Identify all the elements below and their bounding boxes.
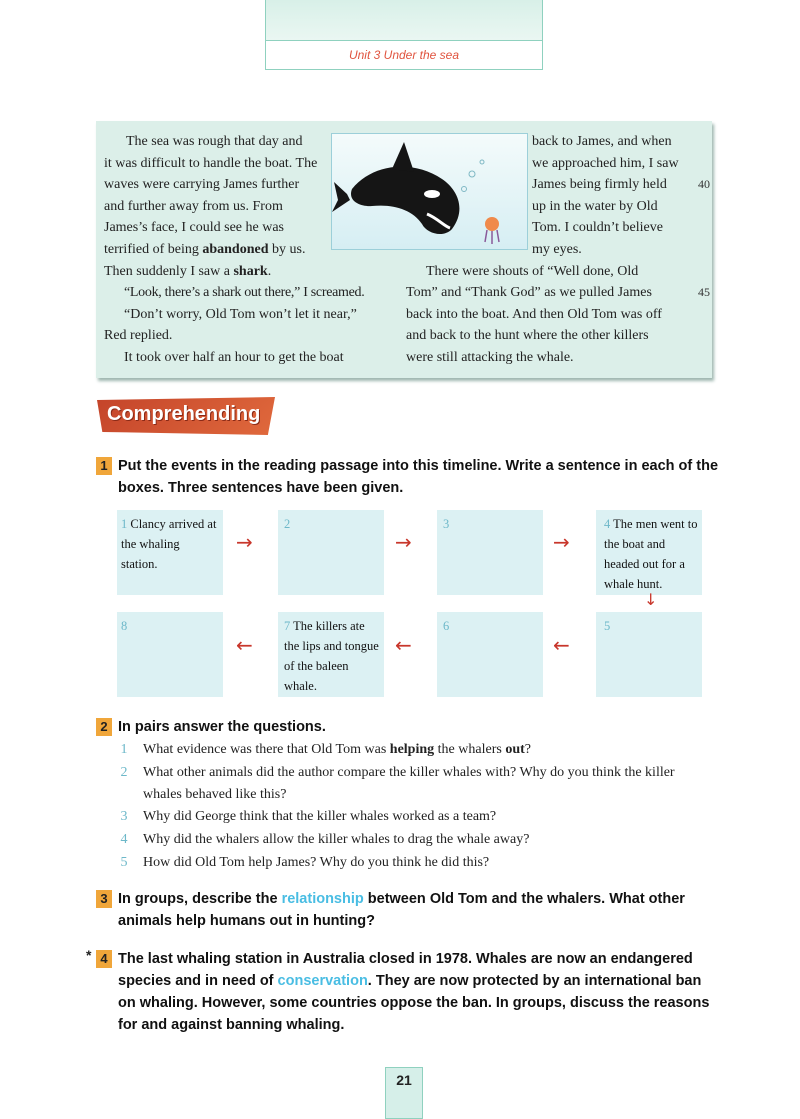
highlight-word-relationship: relationship	[281, 891, 364, 907]
sub-question-4	[120, 829, 713, 851]
reading-line: waves were carrying James further	[104, 177, 300, 193]
vocab-helping: helping	[389, 742, 435, 757]
timeline-box-content	[604, 514, 698, 594]
sub-question-1	[120, 739, 713, 761]
question-text-part: between Old Tom and the whalers. What other animals help humans out in hunting?	[118, 891, 685, 929]
timeline-box-number: 6	[443, 619, 450, 633]
unit-label: Unit 3 Under the sea	[348, 48, 460, 62]
reading-line: “Don’t worry, Old Tom won’t let it near,”	[124, 306, 357, 322]
question-text: Put the events in the reading passage into this timeline. Write a sentence in each of the boxes. Three sentences have been given.	[118, 458, 719, 496]
timeline-box-content	[604, 616, 610, 636]
reading-line: were still attacking the whale.	[406, 349, 574, 365]
line-number: 45	[698, 285, 710, 300]
reading-line: Red replied.	[104, 328, 173, 344]
question-number-badge: 2	[96, 718, 112, 736]
sub-question-text: the whalers	[434, 742, 506, 757]
reading-passage-panel	[96, 121, 712, 378]
reading-line: and further away from us. From	[104, 198, 283, 214]
reading-line	[406, 282, 710, 304]
timeline-box-number: 8	[121, 619, 128, 633]
reading-line	[104, 261, 382, 283]
timeline-box-content	[284, 616, 380, 696]
timeline-box-content	[121, 616, 127, 636]
question-text	[118, 948, 718, 1036]
sub-question-text: What other animals did the author compare the killer whales with? Why do you think the killer whales behaved like this?	[143, 765, 675, 802]
timeline-box-content	[284, 514, 290, 534]
vocab-abandoned: abandoned	[202, 241, 269, 257]
sub-question-2	[120, 762, 715, 806]
reading-text: .	[267, 263, 272, 279]
reading-text: Then suddenly I saw a	[104, 263, 234, 279]
reading-line: my eyes.	[532, 241, 582, 257]
question-4	[96, 948, 716, 1036]
reading-line: James’s face, I could see he was	[104, 220, 284, 236]
line-number: 40	[698, 177, 710, 192]
sub-question-text: What evidence was there that Old Tom was	[143, 742, 390, 757]
sub-question-text: How did Old Tom help James? Why do you think he did this?	[143, 855, 490, 870]
page-number-tab	[385, 1067, 423, 1119]
sub-question-number: 3	[120, 809, 128, 824]
arrow-right-icon: →	[553, 530, 570, 554]
arrow-left-icon: ←	[395, 633, 412, 657]
sub-question-number: 5	[120, 855, 128, 870]
reading-line	[532, 174, 710, 196]
reading-line: It took over half an hour to get the boat	[124, 349, 344, 365]
reading-line: Tom. I couldn’t believe	[532, 220, 663, 236]
arrow-left-icon: ←	[553, 633, 570, 657]
arrow-right-icon: →	[395, 530, 412, 554]
timeline-box-3[interactable]	[437, 510, 543, 595]
timeline-box-content	[443, 616, 449, 636]
sub-question-text: ?	[524, 742, 531, 757]
sub-question-3	[120, 806, 713, 828]
reading-line: back into the boat. And then Old Tom was off	[406, 306, 662, 322]
vocab-out: out	[505, 742, 525, 757]
reading-line: it was difficult to handle the boat. The	[104, 155, 318, 171]
timeline-box-8[interactable]	[117, 612, 223, 697]
timeline-box-text: The men went to the boat and headed out for a whale hunt.	[604, 517, 698, 591]
timeline-box-number: 4	[604, 517, 611, 531]
question-number-badge: 1	[96, 457, 112, 475]
timeline-box-text: The killers ate the lips and tongue of the baleen whale.	[284, 619, 379, 693]
highlight-word-conservation: conservation	[277, 973, 368, 989]
question-1	[96, 455, 719, 499]
timeline-box-2[interactable]	[278, 510, 384, 595]
timeline-box-6[interactable]	[437, 612, 543, 697]
timeline-box-7[interactable]	[278, 612, 384, 697]
reading-text: terrified of being	[104, 241, 203, 257]
timeline-box-1[interactable]	[117, 510, 223, 595]
timeline-box-number: 7	[284, 619, 291, 633]
sub-question-number: 4	[120, 832, 128, 847]
timeline-box-5[interactable]	[596, 612, 702, 697]
optional-star-marker: *	[86, 947, 92, 963]
question-text	[118, 888, 718, 932]
reading-right-column	[406, 131, 710, 369]
reading-line: There were shouts of “Well done, Old	[426, 263, 639, 279]
question-number-badge: 3	[96, 890, 112, 908]
reading-line: “Look, there’s a shark out there,” I screamed.	[124, 285, 365, 301]
section-title-badge	[97, 397, 275, 435]
question-number-badge: 4	[96, 950, 112, 968]
sub-question-number: 1	[120, 742, 128, 757]
timeline-box-content	[121, 514, 217, 574]
question-text-part: The last whaling station in Australia closed in 1978. Whales are now an endangered species and in need of	[118, 951, 693, 989]
arrow-right-icon: →	[236, 530, 253, 554]
reading-line	[104, 239, 326, 261]
timeline-box-text: Clancy arrived at the whaling station.	[121, 517, 217, 571]
reading-line: up in the water by Old	[532, 198, 658, 214]
sub-question-text: Why did the whalers allow the killer whales to drag the whale away?	[143, 832, 530, 847]
question-text-part: . They are now protected by an international ban on whaling. However, some countries oppose the ban. In groups, discuss the reasons for and against banning whaling.	[118, 973, 710, 1033]
reading-line: and back to the hunt where the other killers	[406, 328, 649, 344]
reading-line: The sea was rough that day and	[126, 134, 303, 149]
timeline-box-content	[443, 514, 449, 534]
page-number: 21	[396, 1072, 412, 1088]
reading-text: by us.	[268, 241, 306, 257]
section-title: Comprehending	[107, 403, 261, 425]
question-2	[96, 716, 716, 738]
question-3	[96, 888, 716, 932]
unit-header-tab	[265, 0, 543, 70]
timeline-box-number: 5	[604, 619, 611, 633]
timeline-box-4[interactable]	[596, 510, 702, 595]
arrow-down-icon: ↓	[644, 590, 658, 609]
timeline-box-number: 2	[284, 517, 291, 531]
reading-text: James being firmly held	[532, 177, 667, 193]
reading-line: back to James, and when	[532, 134, 672, 149]
question-text-part: In groups, describe the	[118, 891, 282, 907]
reading-text: Tom” and “Thank God” as we pulled James	[406, 285, 652, 301]
sub-question-5	[120, 852, 713, 874]
vocab-shark: shark	[233, 263, 268, 279]
sub-question-number: 2	[120, 765, 128, 780]
reading-line: we approached him, I saw	[532, 155, 679, 171]
timeline-box-number: 3	[443, 517, 450, 531]
sub-question-text: Why did George think that the killer whales worked as a team?	[143, 809, 497, 824]
timeline-box-number: 1	[121, 517, 128, 531]
question-text: In pairs answer the questions.	[118, 719, 326, 735]
header-divider	[266, 40, 542, 41]
arrow-left-icon: ←	[236, 633, 253, 657]
